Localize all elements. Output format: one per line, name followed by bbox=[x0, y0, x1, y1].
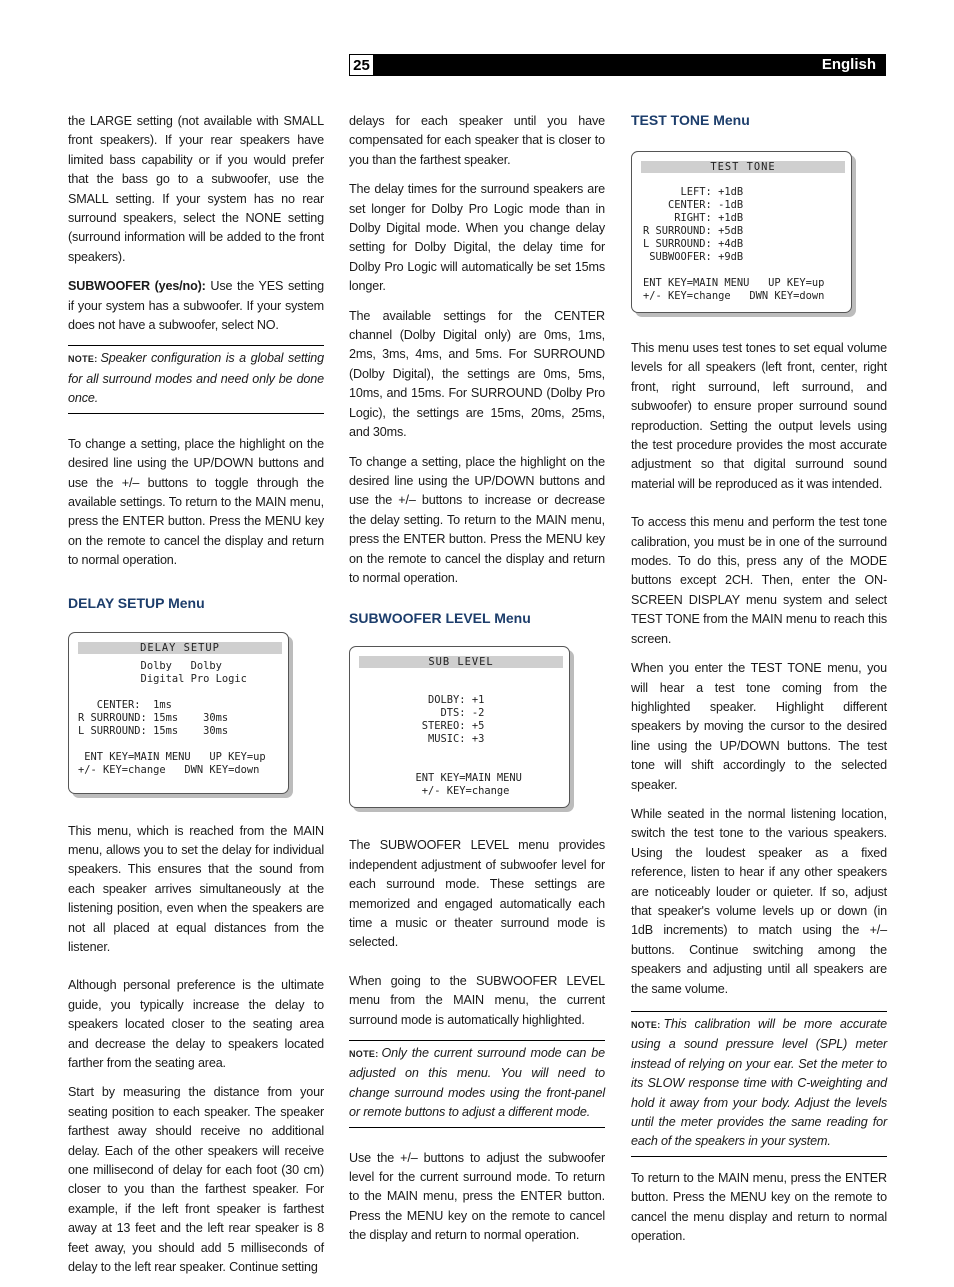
paragraph: To change a setting, place the highlight on the desired line using the UP/DOWN buttons and use the +/– buttons to toggle through the available settings. To return to the MAIN menu, press the ENTER button. Press the MENU key on the remote to cancel the display and return to normal operation. bbox=[68, 436, 324, 568]
section-heading-test-tone: TEST TONE Menu bbox=[631, 112, 750, 128]
paragraph: The delay times for the surround speakers are set longer for Dolby Pro Logic mode than in Dolby Digital mode. When you change delay setting for Dolby Digital, the delay time for Dolby Pro Logic will automatically be set 15ms longer. bbox=[349, 182, 605, 294]
note-tag: NOTE: bbox=[349, 1049, 379, 1059]
paragraph: Start by measuring the distance from your seating position to each speaker. The speaker farthest away should receive no additional delay. Each of the other speakers will receive one millisecond of delay for each foot (30 cm) closer to you than the farthest speaker. For example, if the left front speaker is farthest away at 13 feet and the left rear speaker is 8 feet away, you should add 5 milliseconds of delay to the left rear speaker. Continue setting bbox=[68, 1085, 324, 1275]
paragraph: The available settings for the CENTER channel (Dolby Digital only) are 0ms, 1ms, 2ms, 3ms, 4ms, and 5ms. For SURROUND (Dolby Digital), the settings are 0ms, 5ms, 10ms, and 15ms. For SURROUND (Dolby Pro Logic), the settings are 15ms, 20ms, 25ms, and 30ms. bbox=[349, 308, 605, 440]
section-heading-delay-setup: DELAY SETUP Menu bbox=[68, 594, 205, 611]
column-1 bbox=[68, 112, 324, 1287]
paragraph: This menu, which is reached from the MAIN menu, allows you to set the delay for individual speakers. This ensures that the sound from each speaker arrives simultaneously at the listening position, even when the speakers are not all placed at equal distances from the listener. bbox=[68, 823, 324, 954]
paragraph: delays for each speaker until you have compensated for each speaker that is closer to you than the farthest speaker. bbox=[349, 114, 605, 167]
paragraph-subwoofer bbox=[68, 277, 324, 335]
delay-setup-screen bbox=[68, 632, 289, 794]
screen-title-bar: SUB LEVEL bbox=[359, 656, 563, 668]
paragraph: the LARGE setting (not available with SMALL front speakers). If your rear speakers have limited bass capability or if you would prefer that the bass go to a subwoofer, use the SMALL setting. If your system has no rear surround speakers, select the NONE setting (surround information will be added to the front speakers). bbox=[68, 114, 324, 264]
page-number: 25 bbox=[349, 54, 374, 76]
note-text: This calibration will be more accurate using a sound pressure level (SPL) meter instead of relying on your ear. Set the meter to its SLOW response time with C-weighting and hold it away from your body. Adjust the levels until the meter provides the same reading for each of the speakers in your system. bbox=[631, 1017, 887, 1149]
note-box bbox=[68, 345, 324, 413]
note-text: Only the current surround mode can be adjusted on this menu. You will need to change surround modes using the front-panel or remote buttons to adjust a different mode. bbox=[349, 1046, 605, 1120]
screen-title-bar: DELAY SETUP bbox=[78, 642, 282, 654]
note-tag: NOTE: bbox=[68, 354, 98, 365]
screen-body: Dolby Dolby Digital Pro Logic CENTER: 1ms R SURROUND: 15ms 30ms L SURROUND: 15ms 30ms ENT KEY=MAIN MENU UP KEY=up +/- KEY=change DWN KEY=down bbox=[78, 659, 266, 776]
note-box bbox=[349, 1040, 605, 1128]
subwoofer-label: SUBWOOFER (yes/no): bbox=[68, 279, 206, 294]
note-text: Speaker configuration is a global setting for all surround modes and need only be done once. bbox=[68, 351, 324, 406]
paragraph: To change a setting, place the highlight on the desired line using the UP/DOWN buttons and use the +/– buttons to increase or decrease the delay setting. To return to the MAIN menu, press the ENTER button. Press the MENU key on the remote to cancel the display and return to normal operation. bbox=[349, 454, 605, 585]
note-box bbox=[631, 1011, 887, 1157]
paragraph: The SUBWOOFER LEVEL menu provides independent adjustment of subwoofer level for each surround mode. These settings are memorized and engaged automatically each time a music or theater surround mode is selected. bbox=[349, 838, 605, 950]
test-tone-screen bbox=[631, 151, 852, 313]
page-header bbox=[349, 54, 886, 76]
paragraph: To access this menu and perform the test tone calibration, you must be in one of the surround modes. To do this, press any of the MODE buttons except 2CH. Then, enter the ON-SCREEN DISPLAY menu system and select TEST TONE from the MAIN menu to reach this screen. bbox=[631, 515, 887, 646]
paragraph: When you enter the TEST TONE menu, you will hear a test tone coming from the highlighted speaker. Highlight different speakers by moving the cursor to the desired line using the UP/DOWN buttons. The test tone will shift accordingly to the selected speaker. bbox=[631, 661, 887, 792]
paragraph: This menu uses test tones to set equal volume levels for all speakers (left front, center, right front, right surround, left surround, and subwoofer) to ensure proper surround sound reproduction. Setting the output levels using the test procedure provides the most accurate adjustment so that digital surround sound material will be reproduced as it was intended. bbox=[631, 341, 887, 491]
paragraph: While seated in the normal listening location, switch the test tone to the various speakers. Using the loudest speaker as a fixed reference, listen to hear if any other speakers are noticeably louder or quieter. If so, adjust that speaker's volume levels up or down (in 1dB increments) to match using the +/– buttons. Continue switching among the speakers and adjusting until all speakers are the same volume. bbox=[631, 806, 887, 996]
column-3 bbox=[631, 112, 887, 1256]
paragraph: Although personal preference is the ultimate guide, you typically increase the delay to speakers located closer to the seating area and decrease the delay to speakers located farther from the seating area. bbox=[68, 978, 324, 1070]
paragraph: When going to the SUBWOOFER LEVEL menu from the MAIN menu, the current surround mode is automatically highlighted. bbox=[349, 973, 605, 1027]
sub-level-screen bbox=[349, 646, 570, 808]
screen-body: DOLBY: +1 DTS: -2 STEREO: +5 MUSIC: +3 ENT KEY=MAIN MENU +/- KEY=change bbox=[415, 694, 522, 798]
column-2 bbox=[349, 112, 605, 1256]
language-label: English bbox=[821, 56, 876, 73]
subwoofer-text: Use the YES setting if your system has a subwoofer. If your system does not have a subwoofer, select NO. bbox=[68, 279, 324, 333]
section-heading-subwoofer-level: SUBWOOFER LEVEL Menu bbox=[349, 610, 531, 627]
paragraph: To return to the MAIN menu, press the ENTER button. Press the MENU key on the remote to cancel the menu display and return to normal operation. bbox=[631, 1170, 887, 1244]
screen-title-bar: TEST TONE bbox=[641, 161, 845, 173]
note-tag: NOTE: bbox=[631, 1020, 661, 1030]
paragraph: Use the +/– buttons to adjust the subwoofer level for the current surround mode. To return to the MAIN menu, press the ENTER button. Press the MENU key on the remote to cancel the display and return to normal operation. bbox=[349, 1150, 605, 1243]
screen-body: LEFT: +1dB CENTER: -1dB RIGHT: +1dB R SURROUND: +5dB L SURROUND: +4dB SUBWOOFER: +9dB ENT KEY=MAIN MENU UP KEY=up +/- KEY=change DWN KEY=down bbox=[643, 186, 825, 302]
